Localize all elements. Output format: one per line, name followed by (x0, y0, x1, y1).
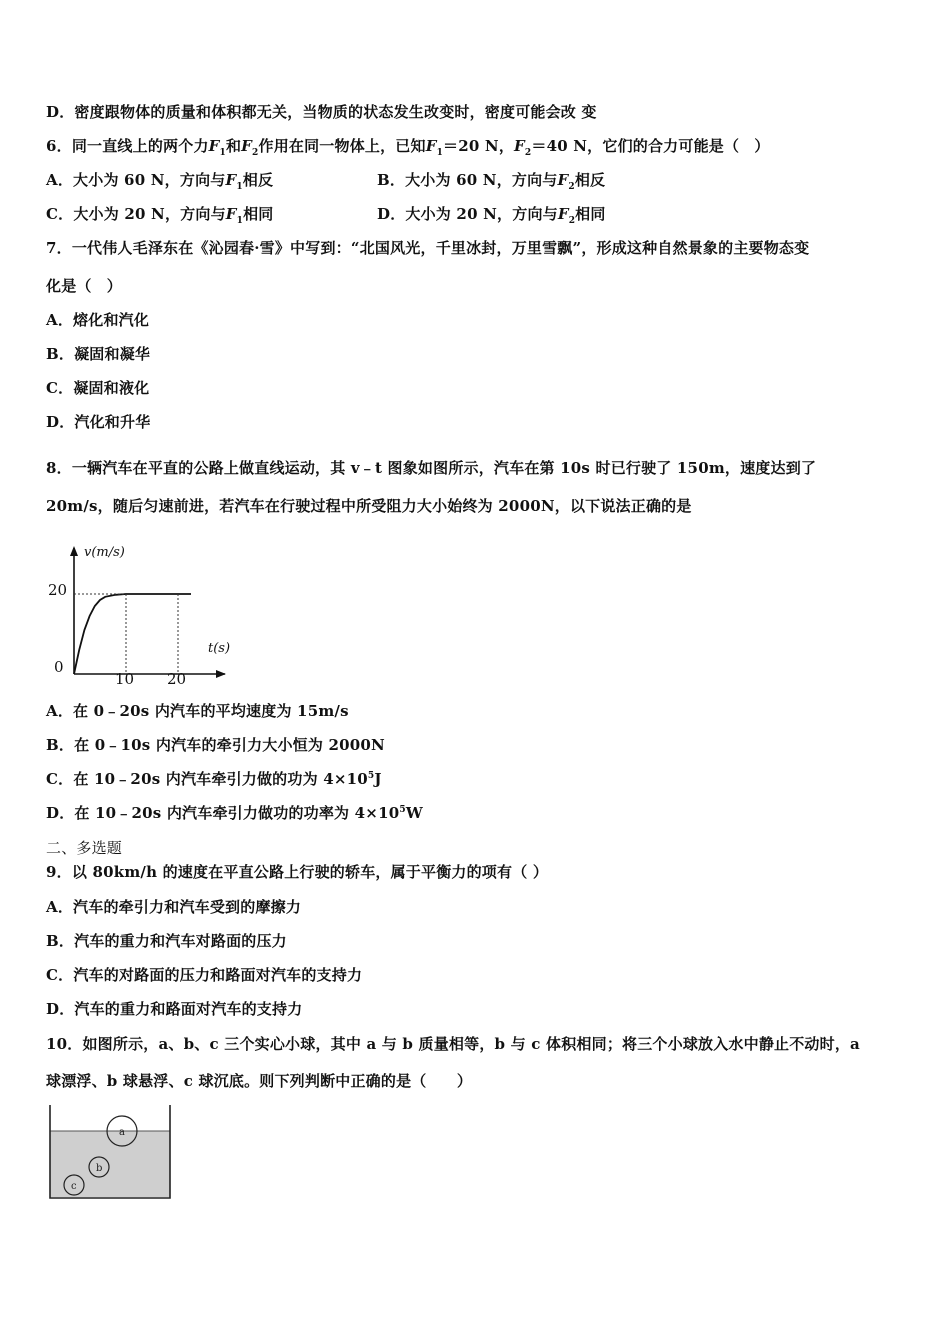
q8-option-d: D．在 10﹣20s 内汽车牵引力做功的功率为 $4\times 10^5W$ (46, 804, 423, 822)
q7-option-c: C．凝固和液化 (46, 379, 150, 397)
x-axis-label: t(s) (208, 641, 231, 656)
xtick-label-10: 10 (115, 670, 135, 688)
q10-stem-line1: 10．如图所示，a、b、c 三个实心小球，其中 a 与 b 质量相等，b 与 c 体积相同；将三个小球放入水中静止不动时，a (46, 1035, 860, 1053)
q9-option-b: B．汽车的重力和汽车对路面的压力 (46, 932, 287, 950)
q5-option-d: D．密度跟物体的质量和体积都无关，当物质的状态发生改变时，密度可能会改 变 (46, 103, 597, 121)
q9-option-d: D．汽车的重力和路面对汽车的支持力 (46, 1000, 303, 1018)
vt-graph (40, 538, 240, 688)
q7-option-d: D．汽化和升华 (46, 413, 151, 431)
origin-label: 0 (54, 658, 64, 676)
q9-option-c: C．汽车的对路面的压力和路面对汽车的支持力 (46, 966, 363, 984)
vt-curve (74, 594, 191, 674)
ball-a-label: a (119, 1127, 125, 1138)
q6-option-d: D．大小为 20 N，方向与$F_2$相同 (377, 205, 606, 226)
q7-option-b: B．凝固和凝华 (46, 345, 151, 363)
q6-option-c: C．大小为 20 N，方向与$F_1$相同 (46, 205, 274, 226)
q7-stem-line2: 化是（ ） (46, 277, 123, 295)
q8-stem-line2: 20m/s，随后匀速前进，若汽车在行驶过程中所受阻力大小始终为 2000N，以下说法正确的是 (46, 497, 692, 515)
ball-c-label: c (71, 1181, 77, 1192)
q9-option-a: A．汽车的牵引力和汽车受到的摩擦力 (46, 898, 302, 916)
q8-option-b: B．在 0﹣10s 内汽车的牵引力大小恒为 2000N (46, 736, 385, 754)
q6-stem: 6．同一直线上的两个力$F_1$和$F_2$作用在同一物体上，已知$F_1=20$ N，$F_2=40$ N，它们的合力可能是（ ） (46, 137, 770, 158)
xtick-label-20: 20 (167, 670, 187, 688)
q7-option-a: A．熔化和汽化 (46, 311, 150, 329)
q7-stem-line1: 7．一代伟人毛泽东在《沁园春·雪》中写到：“北国风光，千里冰封，万里雪飘”，形成这种自然景象的主要物态变 (46, 239, 810, 257)
q8-stem-line1: 8．一辆汽车在平直的公路上做直线运动，其 v﹣t 图象如图所示，汽车在第 10s 时已行驶了 150m，速度达到了 (46, 459, 817, 477)
q10-stem-line2: 球漂浮、b 球悬浮、c 球沉底。则下列判断中正确的是（ ） (46, 1072, 473, 1090)
section-title: 二、多选题 (46, 839, 123, 857)
y-axis-label: v(m/s) (84, 545, 125, 560)
ball-b-label: b (96, 1163, 103, 1174)
q8-option-c: C．在 10﹣20s 内汽车牵引力做的功为 $4\times 10^5J$ (46, 770, 382, 788)
q6-option-b: B．大小为 60 N，方向与$F_2$相反 (377, 171, 606, 192)
q6-option-a: A．大小为 60 N，方向与$F_1$相反 (46, 171, 274, 192)
q8-option-a: A．在 0﹣20s 内汽车的平均速度为 15m/s (46, 702, 349, 720)
x-axis-arrow (216, 670, 226, 678)
ytick-label-20: 20 (48, 581, 68, 599)
balls-in-water-figure (44, 1103, 176, 1203)
y-axis-arrow (70, 546, 78, 556)
q9-stem: 9．以 80km/h 的速度在平直公路上行驶的轿车，属于平衡力的项有（ ） (46, 863, 549, 881)
